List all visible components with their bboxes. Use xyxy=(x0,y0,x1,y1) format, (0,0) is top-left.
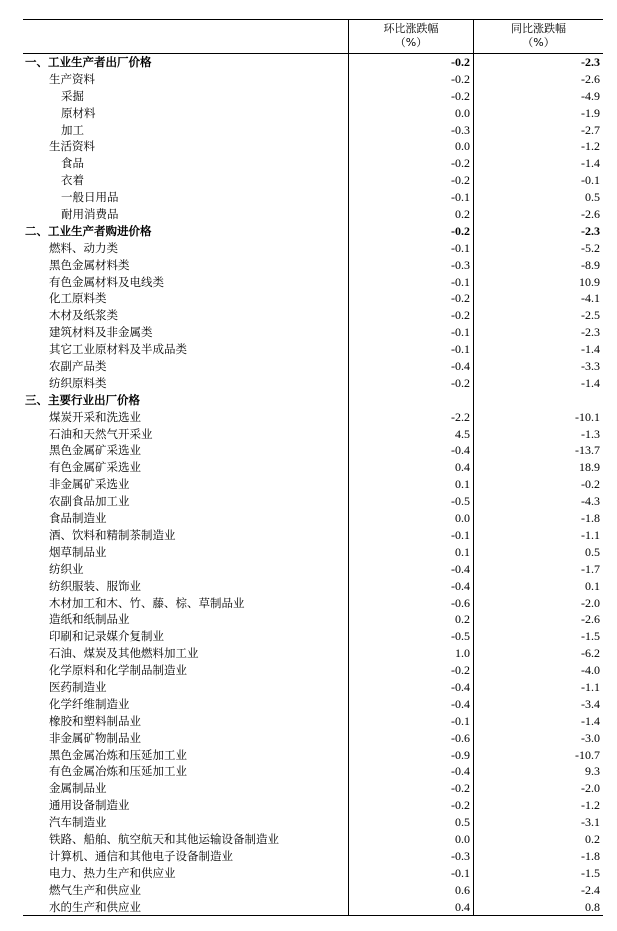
mom-value: -0.2 xyxy=(348,307,473,324)
mom-value: 0.1 xyxy=(348,476,473,493)
row-label: 燃料、动力类 xyxy=(49,240,118,255)
mom-value: -0.1 xyxy=(348,865,473,882)
mom-value: 0.6 xyxy=(348,882,473,899)
row-label: 非金属矿采选业 xyxy=(49,477,130,492)
row-label: 一般日用品 xyxy=(61,190,119,205)
mom-value: 0.0 xyxy=(348,138,473,155)
mom-value: 0.2 xyxy=(348,611,473,628)
table-row xyxy=(23,155,603,172)
row-label: 橡胶和塑料制品业 xyxy=(49,713,141,728)
table-row xyxy=(23,730,603,747)
yoy-value: 18.9 xyxy=(473,459,603,476)
yoy-value: -0.2 xyxy=(473,476,603,493)
table-row xyxy=(23,882,603,899)
mom-value: -0.4 xyxy=(348,763,473,780)
yoy-value: -2.6 xyxy=(473,611,603,628)
yoy-value: -2.3 xyxy=(473,223,603,240)
row-label: 农副产品类 xyxy=(49,359,107,374)
table-row xyxy=(23,510,603,527)
yoy-value: -4.3 xyxy=(473,493,603,510)
row-label: 石油和天然气开采业 xyxy=(49,426,153,441)
table-row xyxy=(23,679,603,696)
table-row xyxy=(23,409,603,426)
table-row xyxy=(23,274,603,291)
row-label: 计算机、通信和其他电子设备制造业 xyxy=(49,848,233,863)
row-label: 耐用消费品 xyxy=(61,207,119,222)
table-row xyxy=(23,831,603,848)
table-row xyxy=(23,797,603,814)
table-row xyxy=(23,763,603,780)
row-label: 一、工业生产者出厂价格 xyxy=(25,55,152,69)
mom-value: 4.5 xyxy=(348,426,473,443)
mom-value: 1.0 xyxy=(348,645,473,662)
table-row xyxy=(23,493,603,510)
row-label: 木材及纸浆类 xyxy=(49,308,118,323)
section-row xyxy=(23,392,603,409)
row-label: 有色金属材料及电线类 xyxy=(49,274,164,289)
mom-value: -0.4 xyxy=(348,442,473,459)
yoy-value: -1.4 xyxy=(473,713,603,730)
table-row xyxy=(23,662,603,679)
yoy-value: -3.4 xyxy=(473,696,603,713)
mom-value: -0.4 xyxy=(348,358,473,375)
mom-value: -0.5 xyxy=(348,628,473,645)
header-label-column xyxy=(23,20,348,53)
mom-value: -0.2 xyxy=(348,223,473,240)
mom-value: -0.4 xyxy=(348,696,473,713)
mom-value: -0.1 xyxy=(348,274,473,291)
yoy-value: -3.1 xyxy=(473,814,603,831)
table-row xyxy=(23,442,603,459)
row-label: 二、工业生产者购进价格 xyxy=(25,223,152,238)
yoy-value: -1.5 xyxy=(473,865,603,882)
row-label: 酒、饮料和精制茶制造业 xyxy=(49,527,176,542)
mom-value: -0.2 xyxy=(348,155,473,172)
row-label: 其它工业原材料及半成品类 xyxy=(49,342,187,357)
yoy-value: -1.8 xyxy=(473,848,603,865)
yoy-value: 10.9 xyxy=(473,274,603,291)
row-label: 有色金属冶炼和压延加工业 xyxy=(49,764,187,779)
mom-value: -0.9 xyxy=(348,747,473,764)
table-row xyxy=(23,459,603,476)
table-row xyxy=(23,628,603,645)
header-mom-change xyxy=(348,20,473,53)
row-label: 燃气生产和供应业 xyxy=(49,882,141,897)
row-label: 加工 xyxy=(61,122,84,137)
yoy-value: -1.8 xyxy=(473,510,603,527)
table-row xyxy=(23,341,603,358)
table-row xyxy=(23,527,603,544)
table-body xyxy=(23,54,603,915)
table-row xyxy=(23,848,603,865)
table-row xyxy=(23,122,603,139)
mom-value: 0.4 xyxy=(348,459,473,476)
table-row xyxy=(23,595,603,612)
yoy-value: -1.9 xyxy=(473,105,603,122)
row-label: 印刷和记录媒介复制业 xyxy=(49,629,164,644)
table-row xyxy=(23,611,603,628)
row-label: 食品 xyxy=(61,156,84,171)
row-label: 黑色金属材料类 xyxy=(49,257,130,272)
table-row xyxy=(23,645,603,662)
mom-value: -0.1 xyxy=(348,527,473,544)
mom-value: 0.5 xyxy=(348,814,473,831)
yoy-value: -1.3 xyxy=(473,426,603,443)
yoy-value: -4.9 xyxy=(473,88,603,105)
yoy-value: -6.2 xyxy=(473,645,603,662)
row-label: 有色金属矿采选业 xyxy=(49,460,141,475)
yoy-value: -2.4 xyxy=(473,882,603,899)
table-row xyxy=(23,105,603,122)
mom-value: -0.3 xyxy=(348,848,473,865)
row-label: 金属制品业 xyxy=(49,781,107,796)
row-label: 通用设备制造业 xyxy=(49,798,130,813)
table-row xyxy=(23,578,603,595)
row-label: 医药制造业 xyxy=(49,679,107,694)
table-row xyxy=(23,713,603,730)
table-row xyxy=(23,476,603,493)
section-row xyxy=(23,54,603,71)
mom-value: -0.2 xyxy=(348,290,473,307)
yoy-value: -5.2 xyxy=(473,240,603,257)
table-row xyxy=(23,307,603,324)
price-index-table xyxy=(23,19,603,916)
mom-value: -0.2 xyxy=(348,54,473,71)
table-row xyxy=(23,172,603,189)
table-row xyxy=(23,865,603,882)
row-label: 造纸和纸制品业 xyxy=(49,612,130,627)
yoy-value: -2.5 xyxy=(473,307,603,324)
yoy-value: -2.6 xyxy=(473,71,603,88)
row-label: 电力、热力生产和供应业 xyxy=(49,865,176,880)
mom-value: -0.2 xyxy=(348,780,473,797)
yoy-value: 0.5 xyxy=(473,189,603,206)
row-label: 汽车制造业 xyxy=(49,815,107,830)
row-label: 黑色金属冶炼和压延加工业 xyxy=(49,747,187,762)
yoy-value: -8.9 xyxy=(473,257,603,274)
mom-value: 0.1 xyxy=(348,544,473,561)
row-label: 烟草制品业 xyxy=(49,544,107,559)
mom-value: 0.0 xyxy=(348,105,473,122)
yoy-value: -13.7 xyxy=(473,442,603,459)
mom-value: 0.0 xyxy=(348,831,473,848)
mom-value: 0.0 xyxy=(348,510,473,527)
mom-value: -0.2 xyxy=(348,71,473,88)
row-label: 纺织服装、服饰业 xyxy=(49,578,141,593)
table-row xyxy=(23,290,603,307)
mom-value: -0.3 xyxy=(348,257,473,274)
header-yoy-unit: （%） xyxy=(522,36,555,49)
yoy-value: -2.6 xyxy=(473,206,603,223)
mom-value: -0.1 xyxy=(348,240,473,257)
table-row xyxy=(23,544,603,561)
yoy-value: -1.4 xyxy=(473,375,603,392)
row-label: 农副食品加工业 xyxy=(49,494,130,509)
table-row xyxy=(23,88,603,105)
row-label: 水的生产和供应业 xyxy=(49,899,141,914)
yoy-value: -2.3 xyxy=(473,54,603,71)
yoy-value xyxy=(473,392,603,409)
table-row xyxy=(23,257,603,274)
header-mom-unit: （%） xyxy=(394,36,428,49)
mom-value: -0.2 xyxy=(348,662,473,679)
yoy-value: 0.1 xyxy=(473,578,603,595)
header-mom-title: 环比涨跌幅 xyxy=(383,22,439,35)
row-label: 石油、煤炭及其他燃料加工业 xyxy=(49,646,199,661)
table-row xyxy=(23,561,603,578)
row-label: 化工原料类 xyxy=(49,291,107,306)
row-label: 衣着 xyxy=(61,173,84,188)
row-label: 非金属矿物制品业 xyxy=(49,730,141,745)
yoy-value: -2.7 xyxy=(473,122,603,139)
mom-value: -0.3 xyxy=(348,122,473,139)
mom-value: -0.6 xyxy=(348,730,473,747)
yoy-value: -3.3 xyxy=(473,358,603,375)
yoy-value: -0.1 xyxy=(473,172,603,189)
table-row xyxy=(23,780,603,797)
row-label: 化学纤维制造业 xyxy=(49,696,130,711)
yoy-value: -3.0 xyxy=(473,730,603,747)
table-row xyxy=(23,71,603,88)
mom-value: -0.4 xyxy=(348,561,473,578)
table-header xyxy=(23,20,603,54)
mom-value: -2.2 xyxy=(348,409,473,426)
mom-value: -0.1 xyxy=(348,324,473,341)
yoy-value: -2.0 xyxy=(473,595,603,612)
mom-value xyxy=(348,392,473,409)
mom-value: -0.2 xyxy=(348,375,473,392)
table-row xyxy=(23,138,603,155)
section-row xyxy=(23,223,603,240)
row-label: 木材加工和木、竹、藤、棕、草制品业 xyxy=(49,595,245,610)
yoy-value: 0.2 xyxy=(473,831,603,848)
yoy-value: -1.4 xyxy=(473,341,603,358)
table-row xyxy=(23,375,603,392)
row-label: 黑色金属矿采选业 xyxy=(49,443,141,458)
yoy-value: -4.0 xyxy=(473,662,603,679)
mom-value: -0.5 xyxy=(348,493,473,510)
yoy-value: -1.7 xyxy=(473,561,603,578)
row-label: 煤炭开采和洗选业 xyxy=(49,409,141,424)
yoy-value: -1.4 xyxy=(473,155,603,172)
row-label: 纺织原料类 xyxy=(49,375,107,390)
table-row xyxy=(23,747,603,764)
mom-value: -0.1 xyxy=(348,189,473,206)
row-label: 建筑材料及非金属类 xyxy=(49,325,153,340)
mom-value: -0.6 xyxy=(348,595,473,612)
mom-value: -0.4 xyxy=(348,578,473,595)
yoy-value: -2.3 xyxy=(473,324,603,341)
row-label: 生活资料 xyxy=(49,139,95,154)
mom-value: 0.2 xyxy=(348,206,473,223)
row-label: 化学原料和化学制品制造业 xyxy=(49,663,187,678)
row-label: 采掘 xyxy=(61,88,84,103)
yoy-value: -10.7 xyxy=(473,747,603,764)
table-row xyxy=(23,189,603,206)
row-label: 三、主要行业出厂价格 xyxy=(25,392,140,407)
mom-value: -0.4 xyxy=(348,679,473,696)
table-row xyxy=(23,696,603,713)
yoy-value: -1.5 xyxy=(473,628,603,645)
row-label: 食品制造业 xyxy=(49,511,107,526)
row-label: 原材料 xyxy=(61,105,96,120)
yoy-value: 0.8 xyxy=(473,899,603,916)
yoy-value: -1.2 xyxy=(473,138,603,155)
row-label: 生产资料 xyxy=(49,71,95,86)
mom-value: 0.4 xyxy=(348,899,473,916)
yoy-value: -1.1 xyxy=(473,679,603,696)
table-row xyxy=(23,240,603,257)
table-row xyxy=(23,814,603,831)
mom-value: -0.2 xyxy=(348,172,473,189)
yoy-value: 0.5 xyxy=(473,544,603,561)
row-label: 纺织业 xyxy=(49,561,84,576)
yoy-value: -2.0 xyxy=(473,780,603,797)
header-yoy-change xyxy=(473,20,603,53)
header-yoy-title: 同比涨跌幅 xyxy=(511,22,566,35)
yoy-value: -4.1 xyxy=(473,290,603,307)
table-row xyxy=(23,426,603,443)
yoy-value: -1.1 xyxy=(473,527,603,544)
yoy-value: -1.2 xyxy=(473,797,603,814)
table-row xyxy=(23,899,603,916)
table-row xyxy=(23,206,603,223)
mom-value: -0.2 xyxy=(348,88,473,105)
yoy-value: 9.3 xyxy=(473,763,603,780)
row-label: 铁路、船舶、航空航天和其他运输设备制造业 xyxy=(49,831,279,846)
table-row xyxy=(23,324,603,341)
mom-value: -0.2 xyxy=(348,797,473,814)
yoy-value: -10.1 xyxy=(473,409,603,426)
mom-value: -0.1 xyxy=(348,713,473,730)
mom-value: -0.1 xyxy=(348,341,473,358)
table-row xyxy=(23,358,603,375)
